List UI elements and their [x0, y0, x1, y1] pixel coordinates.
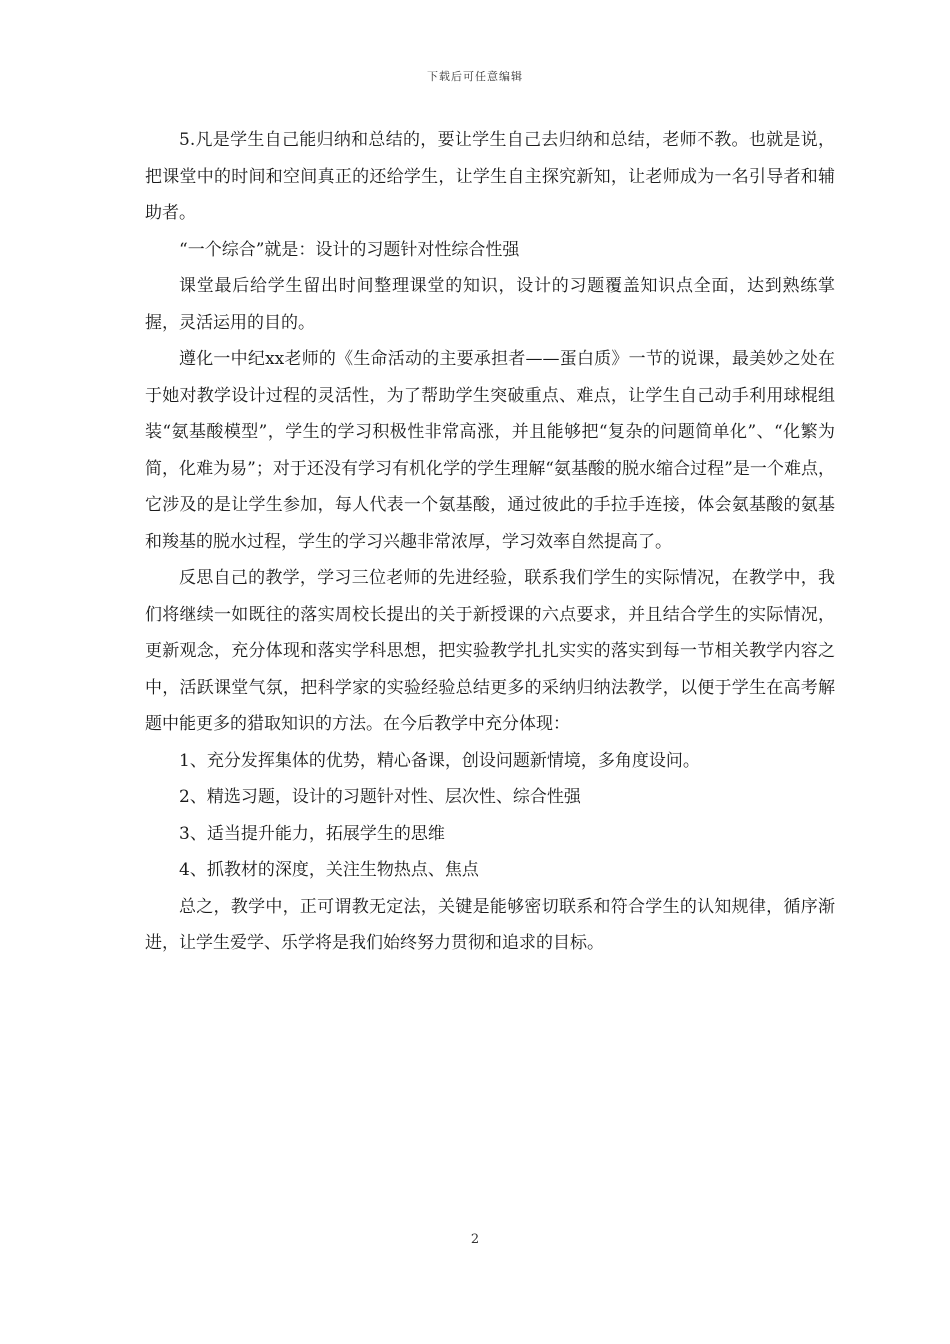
list-item-2: 2、精选习题，设计的习题针对性、层次性、综合性强 — [179, 787, 581, 807]
list-item-1: 1、充分发挥集体的优势，精心备课，创设问题新情境，多角度设问。 — [179, 750, 700, 771]
list-item-3: 3、适当提升能力，拓展学生的思维 — [179, 823, 445, 844]
paragraph-conclusion: 总之，教学中，正可谓教无定法，关键是能够密切联系和符合学生的认知规律，循序渐进，让学生爱学、乐学将是我们始终努力贯彻和追求的目标。 — [145, 896, 835, 953]
paragraph-reflection: 反思自己的教学，学习三位老师的先进经验，联系我们学生的实际情况，在教学中，我们将继续一如既往的落实周校长提出的关于新授课的六点要求，并且结合学生的实际情况，更新观念，充分体现和落实学科思想，把实验教学扎扎实实的落实到每一节相关教学内容之中，活跃课堂气氛，把科学家的实验经验总结更多的采纳归纳法教学，以便于学生在高考解题中能更多的猎取知识的方法。在今后教学中充分体现： — [145, 568, 835, 734]
list-item-4: 4、抓教材的深度，关注生物热点、焦点 — [179, 860, 479, 880]
page-number: 2 — [470, 1232, 480, 1247]
document-body — [145, 122, 835, 962]
paragraph-lesson-example: 遵化一中纪xx老师的《生命活动的主要承担者——蛋白质》一节的说课，最美妙之处在于她对教学设计过程的灵活性，为了帮助学生突破重点、难点，让学生自己动手利用球棍组装“氨基酸模型”，学生的学习积极性非常高涨，并且能够把“复杂的问题简单化”、“化繁为简，化难为易”；对于还没有学习有机化学的学生理解“氨基酸的脱水缩合过程”是一个难点，它涉及的是让学生参加，每人代表一个氨基酸，通过彼此的手拉手连接，体会氨基酸的氨基和羧基的脱水过程，学生的学习兴趣非常浓厚，学习效率自然提高了。 — [145, 349, 835, 552]
page-header: 下载后可任意编辑 — [427, 70, 523, 83]
paragraph-one-comprehensive: “一个综合”就是：设计的习题针对性综合性强 — [179, 239, 520, 260]
paragraph-self-summary: 5.凡是学生自己能归纳和总结的，要让学生自己去归纳和总结，老师不教。也就是说，把课堂中的时间和空间真正的还给学生，让学生自主探究新知，让老师成为一名引导者和辅助者。 — [145, 130, 835, 223]
paragraph-class-review: 课堂最后给学生留出时间整理课堂的知识，设计的习题覆盖知识点全面，达到熟练掌握，灵活运用的目的。 — [145, 276, 835, 333]
